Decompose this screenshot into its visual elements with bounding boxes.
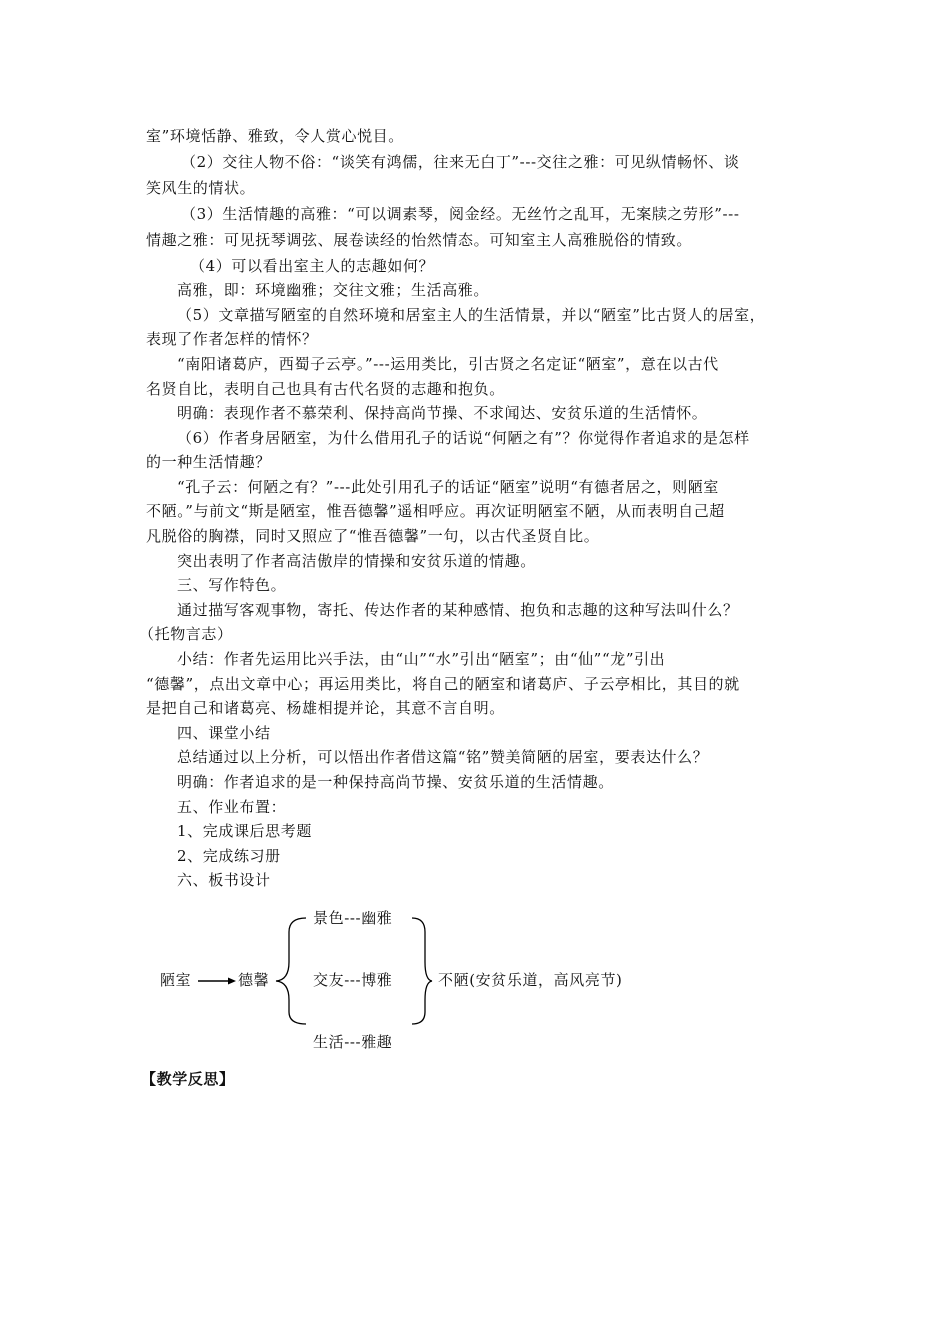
- paragraph-line: 的一种生活情趣？: [146, 453, 271, 471]
- paragraph-line: （4）可以看出室主人的志趣如何？: [190, 257, 435, 275]
- paragraph-line: 总结通过以上分析，可以悟出作者借这篇“铭”赞美简陋的居室，要表达什么？: [177, 748, 709, 766]
- paragraph-line: 情趣之雅：可见抚琴调弦、展卷读经的怡然情态。可知室主人高雅脱俗的情致。: [146, 231, 693, 249]
- board-branch-friends: 交友---博雅: [313, 971, 393, 989]
- board-branch-life: 生活---雅趣: [313, 1033, 393, 1051]
- section-heading: 五、作业布置：: [177, 798, 287, 816]
- left-brace-icon: [276, 918, 306, 1024]
- paragraph-line: 名贤自比，表明自己也具有古代名贤的志趣和抱负。: [146, 380, 505, 398]
- section-heading: 四、课堂小结: [177, 724, 271, 742]
- paragraph-line: “南阳诸葛庐，西蜀子云亭。”---运用类比，引古贤之名定证“陋室”，意在以古代: [177, 355, 719, 373]
- list-item: 1、完成课后思考题: [177, 822, 312, 840]
- paragraph-line: 表现了作者怎样的情怀？: [146, 330, 318, 348]
- paragraph-line: 是把自己和诸葛亮、杨雄相提并论，其意不言自明。: [146, 699, 505, 717]
- section-heading: 三、写作特色。: [177, 576, 287, 594]
- paragraph-line: 突出表明了作者高洁傲岸的情操和安贫乐道的情趣。: [177, 552, 536, 570]
- paragraph-line: （2）交往人物不俗：“谈笑有鸿儒，往来无白丁”---交往之雅：可见纵情畅怀、谈: [181, 153, 740, 171]
- paragraph-line: “孔子云：何陋之有？”---此处引用孔子的话证“陋室”说明“有德者居之，则陋室: [177, 478, 719, 496]
- board-result: 不陋(安贫乐道，高风亮节): [438, 971, 623, 989]
- paragraph-line: （5）文章描写陋室的自然环境和居室主人的生活情景，并以“陋室”比古贤人的居室，: [177, 306, 766, 324]
- arrow-head-icon: [228, 978, 236, 985]
- paragraph-line: 凡脱俗的胸襟，同时又照应了“惟吾德馨”一句，以古代圣贤自比。: [146, 527, 600, 545]
- paragraph-line: 明确：表现作者不慕荣利、保持高尚节操、不求闻达、安贫乐道的生活情怀。: [177, 404, 708, 422]
- paragraph-line: 室”环境恬静、雅致，令人赏心悦目。: [146, 127, 404, 145]
- right-brace-icon: [412, 918, 432, 1024]
- list-item: 2、完成练习册: [177, 847, 281, 865]
- section-heading: 六、板书设计: [177, 871, 271, 889]
- board-node-middle: 德馨: [238, 971, 270, 989]
- paragraph-line: 不陋。”与前文“斯是陋室，惟吾德馨”遥相呼应。再次证明陋室不陋，从而表明自己超: [146, 502, 725, 520]
- paragraph-line: 通过描写客观事物，寄托、传达作者的某种感情、抱负和志趣的这种写法叫什么？: [177, 601, 739, 619]
- paragraph-line: “德馨”，点出文章中心；再运用类比，将自己的陋室和诸葛庐、子云亭相比，其目的就: [146, 675, 740, 693]
- paragraph-line: （托物言志）: [139, 625, 233, 643]
- paragraph-line: 高雅，即：环境幽雅；交往文雅；生活高雅。: [177, 281, 490, 299]
- reflection-heading: 【教学反思】: [141, 1070, 235, 1088]
- board-branch-scenery: 景色---幽雅: [313, 909, 393, 927]
- paragraph-line: （3）生活情趣的高雅：“可以调素琴，阅金经。无丝竹之乱耳，无案牍之劳形”---: [181, 205, 740, 223]
- paragraph-line: （6）作者身居陋室，为什么借用孔子的话说“何陋之有”？你觉得作者追求的是怎样: [177, 429, 750, 447]
- paragraph-line: 小结：作者先运用比兴手法，由“山”“水”引出“陋室”；由“仙”“龙”引出: [177, 650, 666, 668]
- paragraph-line: 明确：作者追求的是一种保持高尚节操、安贫乐道的生活情趣。: [177, 773, 614, 791]
- paragraph-line: 笑风生的情状。: [146, 179, 256, 197]
- board-node-left: 陋室: [160, 971, 192, 989]
